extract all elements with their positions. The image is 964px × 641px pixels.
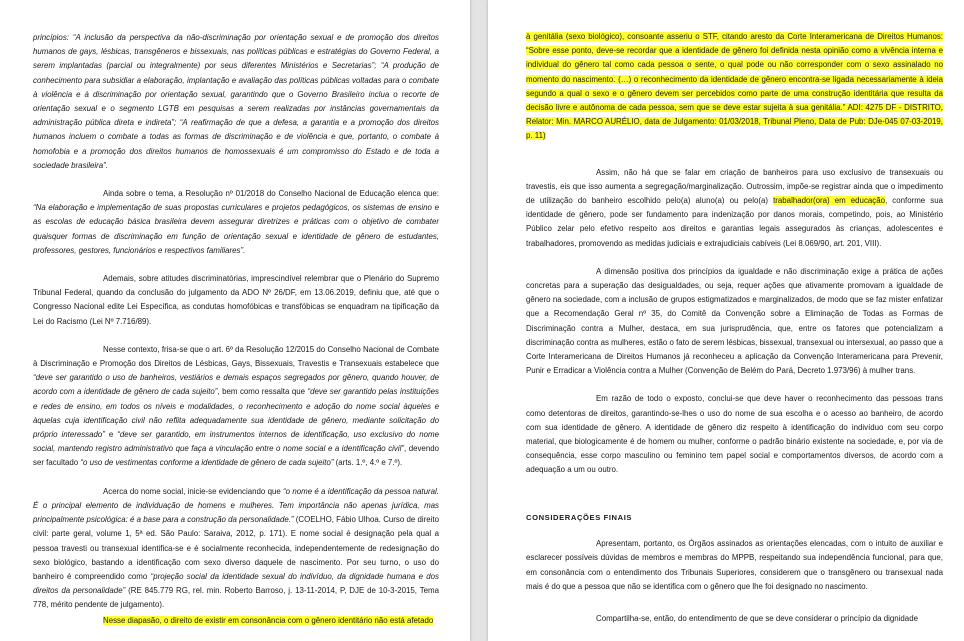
left-text-column	[33, 31, 439, 613]
quote-text: “projeção social da identidade sexual do indivíduo, da dignidade humana e dos direitos da personalidade”	[33, 571, 439, 596]
section-heading-consideracoes-finais: CONSIDERAÇÕES FINAIS	[526, 513, 633, 522]
document-page-left	[0, 0, 470, 641]
paragraph-text: (RE 845.779 RG, rel. min. Roberto Barroso, j. 13-11-2014, P, DJE de 10-3-2015, Tema 778, mérito pendente de julgamento).	[33, 586, 439, 610]
right-text-column	[526, 30, 943, 478]
paragraph-nome-social	[33, 485, 439, 613]
paragraph-text: (COELHO, Fábio Ulhoa. Curso de direito civil: parte geral, volume 1, 5ª ed. São Paulo: Saraiva, 2012, p. 171). E nome social é designação pela qual a pessoa travesti ou transexual identifica-se e é socialmente reconhecida, independentemente de redesignação do sexo biológico, bastando a identificação com sexo diverso daquele de nascimento. Por seu turno, o uso do banheiro é compreendido como	[33, 515, 439, 581]
paragraph-principios: princípios: “A inclusão da perspectiva da não-discriminação por orientação sexual e de promoção dos direitos humanos de gays, lésbicas, transgêneros e bissexuais, nas políticas públicas e estratégias do Governo Federal, a serem implantadas (parcial ou integralmente) por seus diferentes Ministérios e Secretarias”; “A produção de conhecimento para subsidiar a elaboração, implantação e avaliação das políticas públicas voltadas para o combate à violência e à discriminação por orientação sexual, garantindo que o Governo Brasileiro inclua o recorte de orientação sexual e o segmento LGTB em pesquisas a serem realizadas por instâncias governamentais da administração pública direta e indireta”; “A reafirmação de que a defesa, a garantia e a promoção dos direitos humanos incluem o combate a todas as formas de discriminação e de violência e que, portanto, o combate à homofobia e a promoção dos direitos humanos de homossexuais é um compromisso do Estado e de toda a sociedade brasileira”.	[33, 33, 439, 170]
paragraph-compartilha: Compartilha-se, então, do entendimento de que se deve considerar o princípio da dignidade	[596, 614, 918, 623]
paragraph-text: , devendo ser facultado	[33, 444, 439, 468]
quote-text: “o uso de vestimentas conforme a identidade de gênero de cada sujeito”	[80, 458, 334, 468]
paragraph-text: Ainda sobre o tema, a Resolução nº 01/2018 do Conselho Nacional de Educação elenca que:	[103, 189, 439, 199]
right-lower-column	[526, 511, 943, 594]
paragraph-diapasao	[33, 614, 439, 628]
highlighted-text: à genitália (sexo biológico), consoante asseriu o STF, citando aresto da Corte Interamericana de Direitos Humanos: “Sobre esse ponto, deve-se recordar que a identidade de gênero foi definida nesta opinião como a vivência interna e individual do gênero tal como cada pessoa o sente, o qual pode ou não corresponder com o sexo assinalado no momento do nascimento. (…) o reconhecimento da identidade de gênero encontra-se ligada necessariamente à ideia segundo a qual o sexo e o gênero devem ser percebidos como parte de uma construção identitária que resulta da decisão livre e autônoma de cada pessoa, sem que se deve estar sujeita à sua genitália.” ADI: 4275 DF - DISTRITO, Relator: Min. MARCO AURÉLIO, data de Julgamento: 01/03/2018, Tribunal Pleno, Data de Pub: DJe-045 07-03-2019, p. 11)	[526, 32, 943, 141]
quote-text: “deve ser garantido, em instrumentos internos de identificação, uso exclusivo do nome social, mantendo registro administrativo que faça a vinculação entre o nome social e a identificação civil”	[33, 430, 439, 454]
paragraph-ado-26: Ademais, sobre atitudes discriminatórias, imprescindível relembrar que o Plenário do Supremo Tribunal Federal, quando da conclusão do julgamento da ADO Nº 26/DF, em 13.06.2019, definiu que, até que o Congresso Nacional edite Lei Específica, as condutas homofóbicas e transfóbicas se enquadram na tipificação da Lei do Racismo (Lei Nº 7.716/89).	[33, 274, 439, 326]
paragraph-stf-quote	[526, 30, 943, 144]
quote-text: “deve ser garantido o uso de banheiros, vestiários e demais espaços segregados por gênero, quando houver, de acordo com a identidade de gênero de cada sujeito”	[33, 373, 439, 397]
left-bottom-line	[33, 614, 439, 628]
highlighted-text: trabalhador(ora) em educação	[773, 196, 886, 206]
paragraph-text: Nesse contexto, frisa-se que o art. 6º da Resolução 12/2015 do Conselho Nacional de Combate à Discriminação e Promoção dos Direitos de Lésbicas, Gays, Bissexuais, Travestis e Transexuais estabelece que	[33, 344, 439, 369]
paragraph-banheiros	[526, 166, 943, 251]
document-page-right	[488, 0, 964, 641]
right-bottom-line	[526, 612, 943, 626]
paragraph-dimensao-positiva: A dimensão positiva dos princípios da igualdade e não discriminação exige a prática de ações concretas para a superação das desigualdades, ou seja, requer ações que ativamente promovam a igualdade de gênero na sociedade, com a inclusão de grupos estigmatizados e marginalizados, de modo que se faz mister enfatizar que a Recomendação Geral nº 35, do Comitê da Convenção sobre a Eliminação de Todas as Formas de Discriminação contra a Mulher, destaca, em sua jurisprudência, que, entre os fatores que potencializam a discriminação contra as mulheres, estão o fato de serem lésbicas, bissexual, transexual ou intersexual, ao passo que a Corte Interamericana de Direitos Humanos já reconheceu a aplicação da Convenção Interamericana para Prevenir, Punir e Erradicar a Violência contra a Mulher (Convenção de Belém do Pará, Decreto 1.973/96) à mulher trans.	[526, 266, 943, 376]
paragraph-text: , conforme sua identidade de gênero, pode ser fundamento para indenização por danos morais, competindo, pois, ao Ministério Público zelar pelo efetivo respeito aos direitos e garantias legais assegurados às crianças, adolescentes e trabalhadores, promovendo as medidas judiciais e extrajudiciais cabíveis (Lei 8.069/90, art. 201, VIII).	[526, 196, 943, 248]
paragraph-resolucao-cne	[33, 187, 439, 258]
quote-text: “deve ser garantido pelas instituições e redes de ensino, em todos os níveis e modalidades, o reconhecimento e adoção do nome social àqueles e àquelas cuja identificação civil não reflita adequadamente sua identidade de gênero, mediante solicitação do próprio interessado”	[33, 387, 439, 440]
paragraph-conclusao: Em razão de todo o exposto, conclui-se que deve haver o reconhecimento das pessoas trans como detentoras de direitos, garantindo-se-lhes o uso do nome de sua escolha e o acesso ao banheiro, de acordo com sua identidade de gênero. A identidade de gênero diz respeito à identificação do indivíduo com seu corpo material, que biologicamente é de homem ou mulher, conforme o padrão binário existente na sociedade, e, por via de consequência, esse corpo masculino ou feminino tem papel social e comportamentos diversos, de acordo com a adequação a um ou outro.	[526, 394, 943, 475]
paragraph-text: (arts. 1.º, 4.º e 7.º).	[333, 458, 403, 468]
paragraph-text: Acerca do nome social, inicie-se evidenciando que	[103, 486, 284, 496]
highlighted-text: Nesse diapasão, o direito de existir em consonância com o gênero identitário não está afetado	[103, 616, 434, 625]
paragraph-text: e	[104, 430, 118, 440]
paragraph-apresentam: Apresentam, portanto, os Órgãos assinados as orientações elencadas, com o intuito de auxiliar e esclarecer possíveis dúvidas de membros e membras do MPPB, respeitando sua independência funcional, para que, em consonância com o entendimento dos Tribunais Superiores, considerem que o transgênero ou transexual nada mais é do que a pessoa que não se identifica com o gênero que lhe foi designado no nascimento.	[526, 539, 943, 591]
paragraph-text: , bem como ressalta que	[217, 387, 308, 397]
quote-text: “Na elaboração e implementação de suas propostas curriculares e projetos pedagógicos, os sistemas de ensino e as escolas de educação básica brasileira devem assegurar diretrizes e práticas com o objetivo de combater quaisquer formas de discriminação em função de orientação sexual e identidade de gênero de estudantes, professores, gestores, funcionários e respectivos familiares”.	[33, 203, 439, 255]
paragraph-text: Assim, não há que se falar em criação de banheiros para uso exclusivo de transexuais ou travestis, eis que isso aumenta a segregação/marginalização. Outrossim, impõe-se registrar ainda que o impedimento de utilização do banheiro escolhido pelo(a) aluno(a) ou pelo(a)	[526, 167, 943, 206]
paragraph-resolucao-12-2015	[33, 343, 439, 471]
quote-text: “o nome é a identificação da pessoa natural. É o principal elemento de individuação de homens e mulheres. Tem importância não apenas jurídica, mas principalmente psicológica: é a base para a construção da personalidade.”	[33, 486, 439, 525]
